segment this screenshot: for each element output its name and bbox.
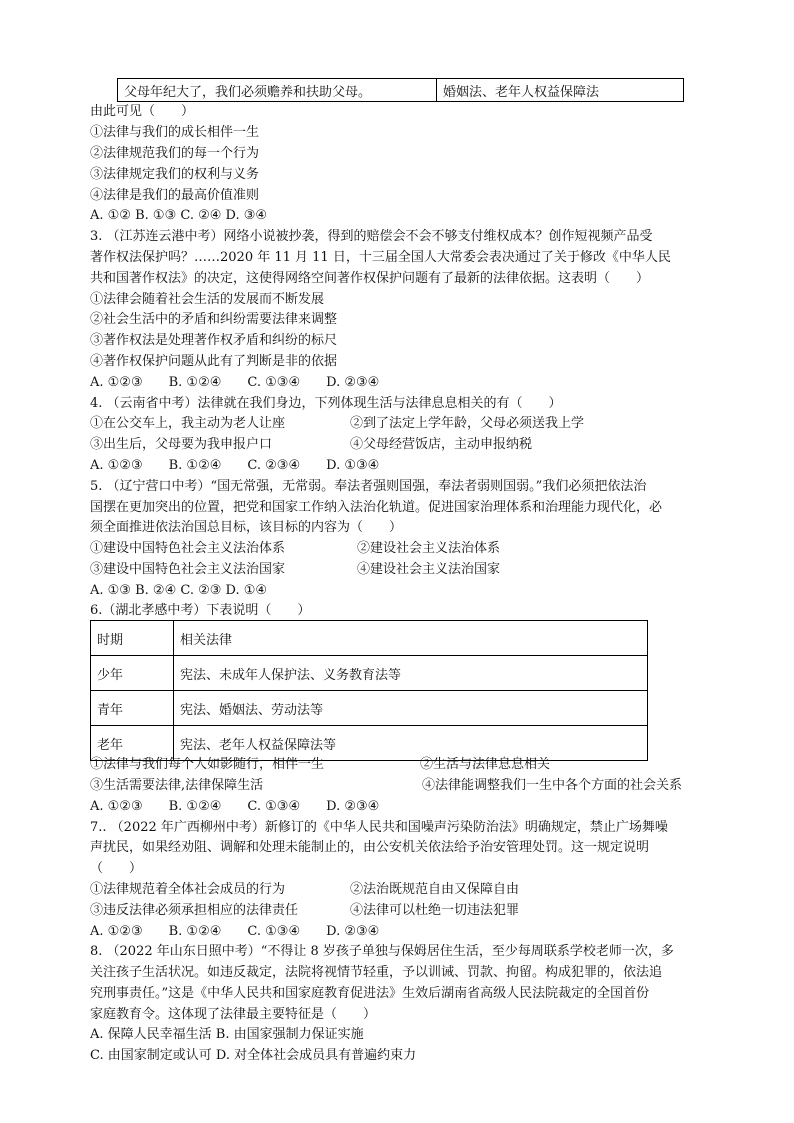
table-cell: 宪法、婚姻法、劳动法等 [174, 691, 648, 726]
table-cell: 宪法、老年人权益保障法等 [174, 726, 648, 761]
table-row [91, 656, 648, 691]
q2-stem: 由此可见（ ） [90, 104, 195, 119]
q7-option-3: ③违反法律必须承担相应的法律责任 [90, 903, 299, 918]
q7-option-4: ④法律可以杜绝一切违法犯罪 [350, 903, 520, 918]
q8-line-3: 究刑事责任。”这是《中华人民共和国家庭教育促进法》生效后湖南省高级人民法院裁定的全国首份 [90, 986, 650, 1001]
q4-option-2: ②到了法定上学年龄，父母必须送我上学 [350, 416, 585, 431]
q6-option-2: ②生活与法律息息相关 [420, 757, 551, 772]
continued-law-table [117, 78, 684, 102]
q2-option-2: ②法律规范我们的每一个行为 [90, 146, 260, 161]
q7-line-3: （ ） [90, 861, 143, 876]
table-cell: 父母年纪大了，我们必须赡养和扶助父母。 [118, 79, 437, 102]
q6-option-3: ③生活需要法律,法律保障生活 [90, 778, 264, 793]
q5-option-3: ③建设中国特色社会主义法治国家 [90, 562, 286, 577]
q8-line-4: 家庭教育令。这体现了法律最主要特征是（ ） [90, 1007, 377, 1022]
table-cell: 宪法、未成年人保护法、义务教育法等 [174, 656, 648, 691]
table-cell: 少年 [91, 656, 174, 691]
q4-option-4: ④父母经营饭店，主动申报纳税 [350, 437, 533, 452]
q3-line-2: 著作权法保护吗？……2020 年 11 月 11 日，十三届全国人大常委会表决通过了关于修改《中华人民 [90, 250, 671, 265]
q6-option-4: ④法律能调整我们一生中各个方面的社会关系 [422, 778, 683, 793]
table-header-laws: 相关法律 [174, 621, 648, 656]
q7-answers: A. ①②③ B. ①②④ C. ①③④ D. ②③④ [90, 924, 380, 939]
table-cell: 婚姻法、老年人权益保障法 [437, 79, 684, 102]
q4-stem: 4. （云南省中考）法律就在我们身边，下列体现生活与法律息息相关的有（ ） [90, 396, 562, 411]
q2-answers: A. ①② B. ①③ C. ②④ D. ③④ [90, 208, 268, 223]
q7-line-2: 声扰民，如果经劝阻、调解和处理未能制止的，由公安机关依法给予治安管理处罚。这一规定说明 [90, 840, 650, 855]
life-stage-law-table [90, 620, 648, 761]
q3-option-1: ①法律会随着社会生活的发展而不断发展 [90, 292, 325, 307]
q3-line-3: 共和国著作权法》的决定，这使得网络空间著作权保护问题有了最新的法律依据。这表明（ ） [90, 271, 650, 286]
q5-line-3: 须全面推进依法治国总目标，该目标的内容为（ ） [90, 520, 403, 535]
q6-stem: 6.（湖北孝感中考）下表说明（ ） [90, 603, 311, 618]
table-row [91, 691, 648, 726]
q3-line-1: 3. （江苏连云港中考）网络小说被抄袭，得到的赔偿会不会不够支付维权成本？创作短视频产品受 [90, 229, 653, 244]
q5-line-1: 5. （辽宁营口中考）“国无常强，无常弱。奉法者强则国强，奉法者弱则国弱。”我们必须把依法治 [90, 479, 647, 494]
q3-answers: A. ①②③ B. ①②④ C. ①③④ D. ②③④ [90, 375, 380, 390]
q2-option-4: ④法律是我们的最高价值准则 [90, 188, 260, 203]
table-header-period: 时期 [91, 621, 174, 656]
q8-line-1: 8. （2022 年山东日照中考）“不得让 8 岁孩子单独与保姆居住生活，至少每周联系学校老师一次，多 [90, 944, 674, 959]
table-cell: 老年 [91, 726, 174, 761]
q5-option-1: ①建设中国特色社会主义法治体系 [90, 541, 286, 556]
q5-option-4: ④建设社会主义法治国家 [357, 562, 501, 577]
q5-answers: A. ①③ B. ②④ C. ②③ D. ①④ [90, 583, 268, 598]
q2-option-3: ③法律规定我们的权利与义务 [90, 167, 260, 182]
table-row [91, 621, 648, 656]
q3-option-2: ②社会生活中的矛盾和纠纷需要法律来调整 [90, 312, 338, 327]
q7-line-1: 7.. （2022 年广西柳州中考）新修订的《中华人民共和国噪声污染防治法》明确规定，禁止广场舞噪 [90, 820, 668, 835]
q8-line-2: 关注孩子生活状况。如违反裁定，法院将视情节轻重，予以训诫、罚款、拘留。构成犯罪的，依法追 [90, 965, 663, 980]
q2-option-1: ①法律与我们的成长相伴一生 [90, 125, 260, 140]
q8-answers-line-1: A. 保障人民幸福生活 B. 由国家强制力保证实施 [90, 1027, 364, 1042]
table-cell: 青年 [91, 691, 174, 726]
q3-option-3: ③著作权法是处理著作权矛盾和纠纷的标尺 [90, 333, 338, 348]
q7-option-1: ①法律规范着全体社会成员的行为 [90, 882, 286, 897]
table-row [118, 79, 684, 102]
q6-option-1: ①法律与我们每个人如影随行，相伴一生 [90, 757, 325, 772]
q3-option-4: ④著作权保护问题从此有了判断是非的依据 [90, 354, 338, 369]
q4-option-3: ③出生后，父母要为我申报户口 [90, 437, 273, 452]
q7-option-2: ②法治既规范自由又保障自由 [350, 882, 520, 897]
q4-option-1: ①在公交车上，我主动为老人让座 [90, 416, 286, 431]
q5-option-2: ②建设社会主义法治体系 [357, 541, 501, 556]
q4-answers: A. ①②③ B. ①②④ C. ②③④ D. ①③④ [90, 458, 380, 473]
q8-answers-line-2: C. 由国家制定或认可 D. 对全体社会成员具有普遍约束力 [90, 1048, 417, 1063]
q5-line-2: 国摆在更加突出的位置，把党和国家工作纳入法治化轨道。促进国家治理体系和治理能力现代化，必 [90, 500, 663, 515]
q6-answers: A. ①②③ B. ①②④ C. ①③④ D. ②③④ [90, 799, 380, 814]
